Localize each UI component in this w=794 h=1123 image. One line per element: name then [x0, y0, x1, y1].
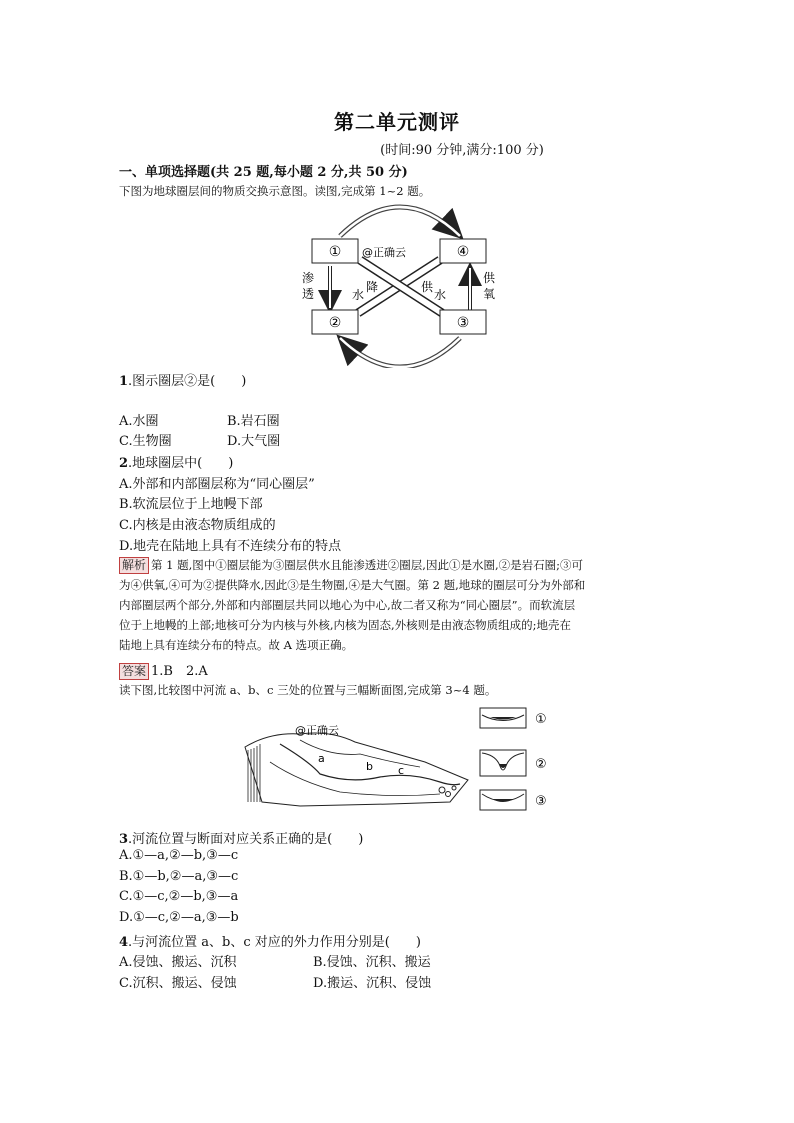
q3-option-d[interactable]: D.①—c,②—a,③—b [119, 910, 239, 925]
sphere-exchange-diagram [300, 198, 500, 368]
analysis-line: 内部圈层两个部分,外部和内部圈层共同以地心为中心,故二者又称为“同心圈层”。而软流层 [119, 598, 576, 612]
analysis-line: 陆地上具有连续分布的特点。故 A 选项正确。 [119, 638, 354, 652]
box-3-label: ③ [456, 315, 470, 331]
intro-1: 下图为地球圈层间的物质交换示意图。读图,完成第 1~2 题。 [119, 184, 431, 198]
q4-option-a[interactable]: A.侵蚀、搬运、沉积 [119, 955, 237, 970]
q1-option-c[interactable]: C.生物圈 [119, 434, 172, 449]
q1-option-b[interactable]: B.岩石圈 [227, 414, 280, 429]
question-4: 4.与河流位置 a、b、c 对应的外力作用分别是( ) [119, 935, 421, 950]
q2-option-d[interactable]: D.地壳在陆地上具有不连续分布的特点 [119, 539, 342, 554]
left-label-2: 透 [302, 287, 315, 301]
analysis-block [119, 555, 675, 655]
page-subtitle: (时间:90 分钟,满分:100 分) [380, 143, 544, 158]
left-label-1: 渗 [302, 271, 315, 285]
answer-block [119, 660, 208, 680]
box-4-label: ④ [456, 244, 470, 260]
page-title: 第二单元测评 [334, 110, 460, 134]
box-1-label: ① [328, 244, 342, 260]
right-label-2: 氧 [483, 287, 496, 301]
river-block-diagram [240, 722, 470, 812]
q4-option-b[interactable]: B.侵蚀、沉积、搬运 [313, 955, 431, 970]
q2-option-a[interactable]: A.外部和内部圈层称为“同心圈层” [119, 477, 315, 492]
question-2: 2.地球圈层中( ) [119, 456, 234, 471]
q4-option-d[interactable]: D.搬运、沉积、侵蚀 [313, 976, 432, 991]
section-heading: 一、单项选择题(共 25 题,每小题 2 分,共 50 分) [119, 165, 408, 180]
q3-option-b[interactable]: B.①—b,②—a,③—c [119, 869, 239, 884]
analysis-line: 位于上地幔的上部;地核可分为内核与外核,内核为固态,外核则是由液态物质组成的;地壳在 [119, 618, 572, 632]
cross-label-fall: 降 [366, 280, 379, 294]
q2-option-b[interactable]: B.软流层位于上地幔下部 [119, 497, 263, 512]
answer-text: 1.B 2.A [151, 664, 208, 679]
watermark-2: @正确云 [295, 724, 339, 737]
q3-option-c[interactable]: C.①—c,②—b,③—a [119, 889, 239, 904]
right-label-1: 供 [483, 271, 496, 285]
box-2-label: ② [328, 315, 342, 331]
river-point-a: a [318, 752, 325, 765]
q1-option-d[interactable]: D.大气圈 [227, 434, 281, 449]
cross-sections [478, 706, 578, 816]
q1-option-a[interactable]: A.水圈 [119, 414, 159, 429]
river-point-c: c [398, 764, 405, 777]
analysis-line: 为④供氧,④可为②提供降水,因此③是生物圈,④是大气圈。第 2 题,地球的圈层可分为外部和 [119, 578, 586, 592]
intro-2: 读下图,比较图中河流 a、b、c 三处的位置与三幅断面图,完成第 3~4 题。 [119, 683, 497, 697]
watermark: @正确云 [362, 246, 406, 259]
cross-label-water2: 水 [434, 288, 447, 302]
section-1-label: ① [535, 712, 547, 727]
q2-option-c[interactable]: C.内核是由液态物质组成的 [119, 518, 276, 533]
question-3: 3.河流位置与断面对应关系正确的是( ) [119, 832, 364, 847]
river-point-b: b [366, 760, 373, 773]
section-3-label: ③ [535, 794, 547, 809]
answer-tag: 答案 [119, 663, 149, 680]
q4-option-c[interactable]: C.沉积、搬运、侵蚀 [119, 976, 237, 991]
analysis-tag: 解析 [119, 557, 149, 574]
q3-option-a[interactable]: A.①—a,②—b,③—c [119, 848, 239, 863]
cross-label-water: 水 [352, 288, 365, 302]
analysis-line: 第 1 题,图中①圈层能为③圈层供水且能渗透进②圈层,因此①是水圈,②是岩石圈;③可 [151, 558, 583, 572]
section-2-label: ② [535, 757, 547, 772]
cross-label-supply: 供 [421, 280, 434, 294]
question-1: 1.图示圈层②是( ) [119, 374, 247, 389]
